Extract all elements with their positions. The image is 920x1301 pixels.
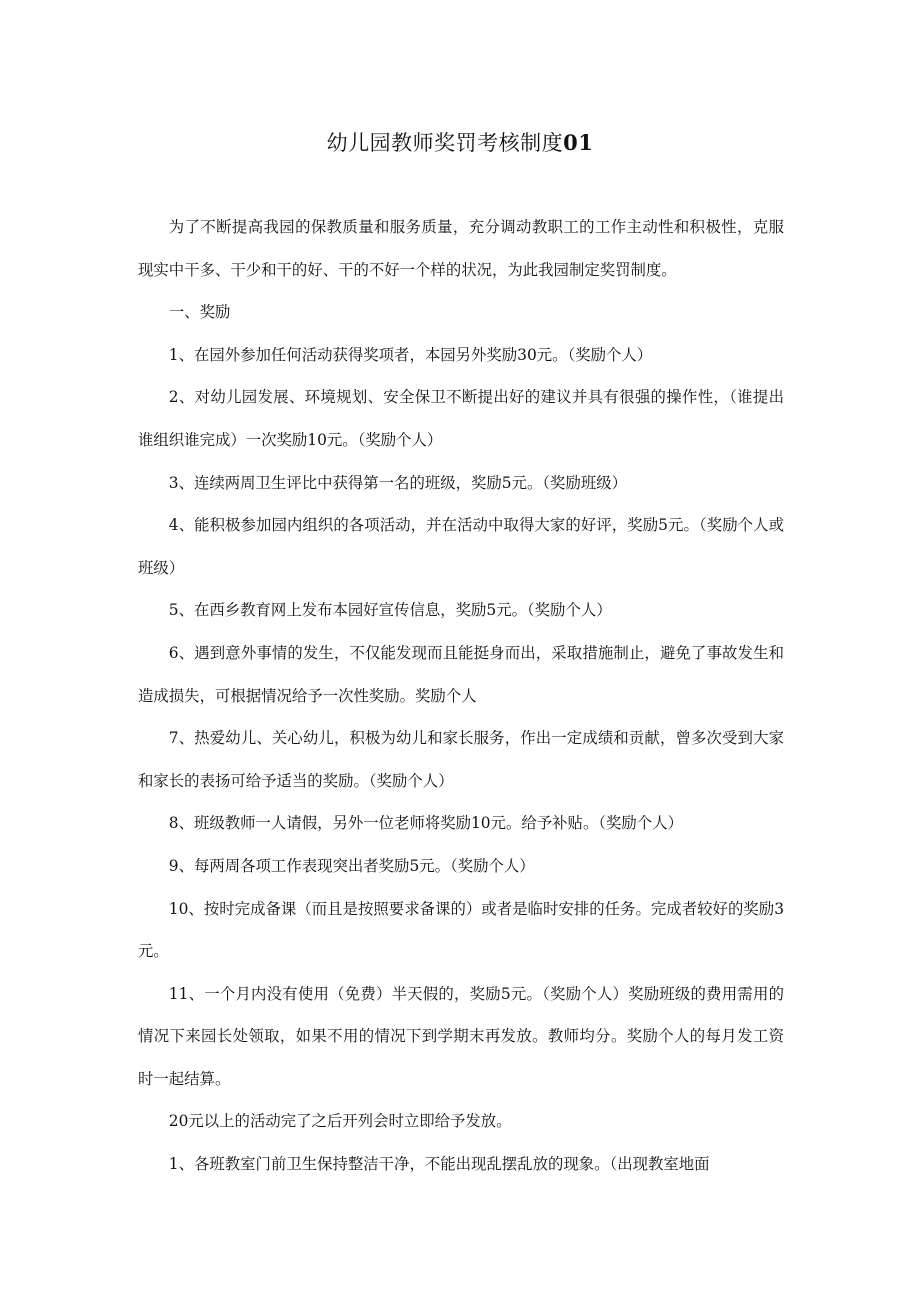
reward-item-3: 3、连续两周卫生评比中获得第一名的班级，奖励5元。（奖励班级） <box>168 473 628 492</box>
reward-item-7: 7、热爱幼儿、关心幼儿，积极为幼儿和家长服务，作出一定成绩和贡献，曾多次受到大家和家长的表扬可给予适当的奖励。（奖励个人） <box>138 729 784 790</box>
payout-note: 20元以上的活动完了之后开列会时立即给予发放。 <box>168 1112 512 1131</box>
reward-item-5: 5、在西乡教育网上发布本园好宣传信息，奖励5元。（奖励个人） <box>168 601 612 620</box>
document-title <box>0 128 920 158</box>
reward-item-10: 10、按时完成备课（而且是按照要求备课的）或者是临时安排的任务。完成者较好的奖励3元。 <box>138 899 784 961</box>
reward-item-11: 11、一个月内没有使用（免费）半天假的，奖励5元。（奖励个人）奖励班级的费用需用的情况下来园长处领取，如果不用的情况下到学期末再发放。教师均分。奖励个人的每月发工资时一起结算。 <box>138 984 784 1088</box>
reward-item-4: 4、能积极参加园内组织的各项活动，并在活动中取得大家的好评，奖励5元。（奖励个人或班级） <box>138 516 784 577</box>
title-number: 01 <box>563 130 594 155</box>
reward-item-1: 1、在园外参加任何活动获得奖项者，本园另外奖励30元。（奖励个人） <box>168 345 653 364</box>
section-heading-reward: 一、奖励 <box>168 303 231 322</box>
document-body <box>138 206 784 1186</box>
reward-item-8: 8、班级教师一人请假，另外一位老师将奖励10元。给予补贴。（奖励个人） <box>168 814 683 833</box>
reward-item-6: 6、遇到意外事情的发生，不仅能发现而且能挺身而出，采取措施制止，避免了事故发生和造成损失，可根据情况给予一次性奖励。奖励个人 <box>138 643 784 705</box>
rule-item-1: 1、各班教室门前卫生保持整洁干净，不能出现乱摆乱放的现象。（出现教室地面 <box>168 1155 710 1174</box>
reward-item-2: 2、对幼儿园发展、环境规划、安全保卫不断提出好的建议并具有很强的操作性，（谁提出谁组织谁完成）一次奖励10元。（奖励个人） <box>138 388 784 449</box>
reward-item-9: 9、每两周各项工作表现突出者奖励5元。（奖励个人） <box>168 856 535 875</box>
intro-paragraph: 为了不断提高我园的保教质量和服务质量，充分调动教职工的工作主动性和积极性，克服现实中干多、干少和干的好、干的不好一个样的状况，为此我园制定奖罚制度。 <box>138 218 784 279</box>
title-text: 幼儿园教师奖罚考核制度 <box>326 131 564 155</box>
